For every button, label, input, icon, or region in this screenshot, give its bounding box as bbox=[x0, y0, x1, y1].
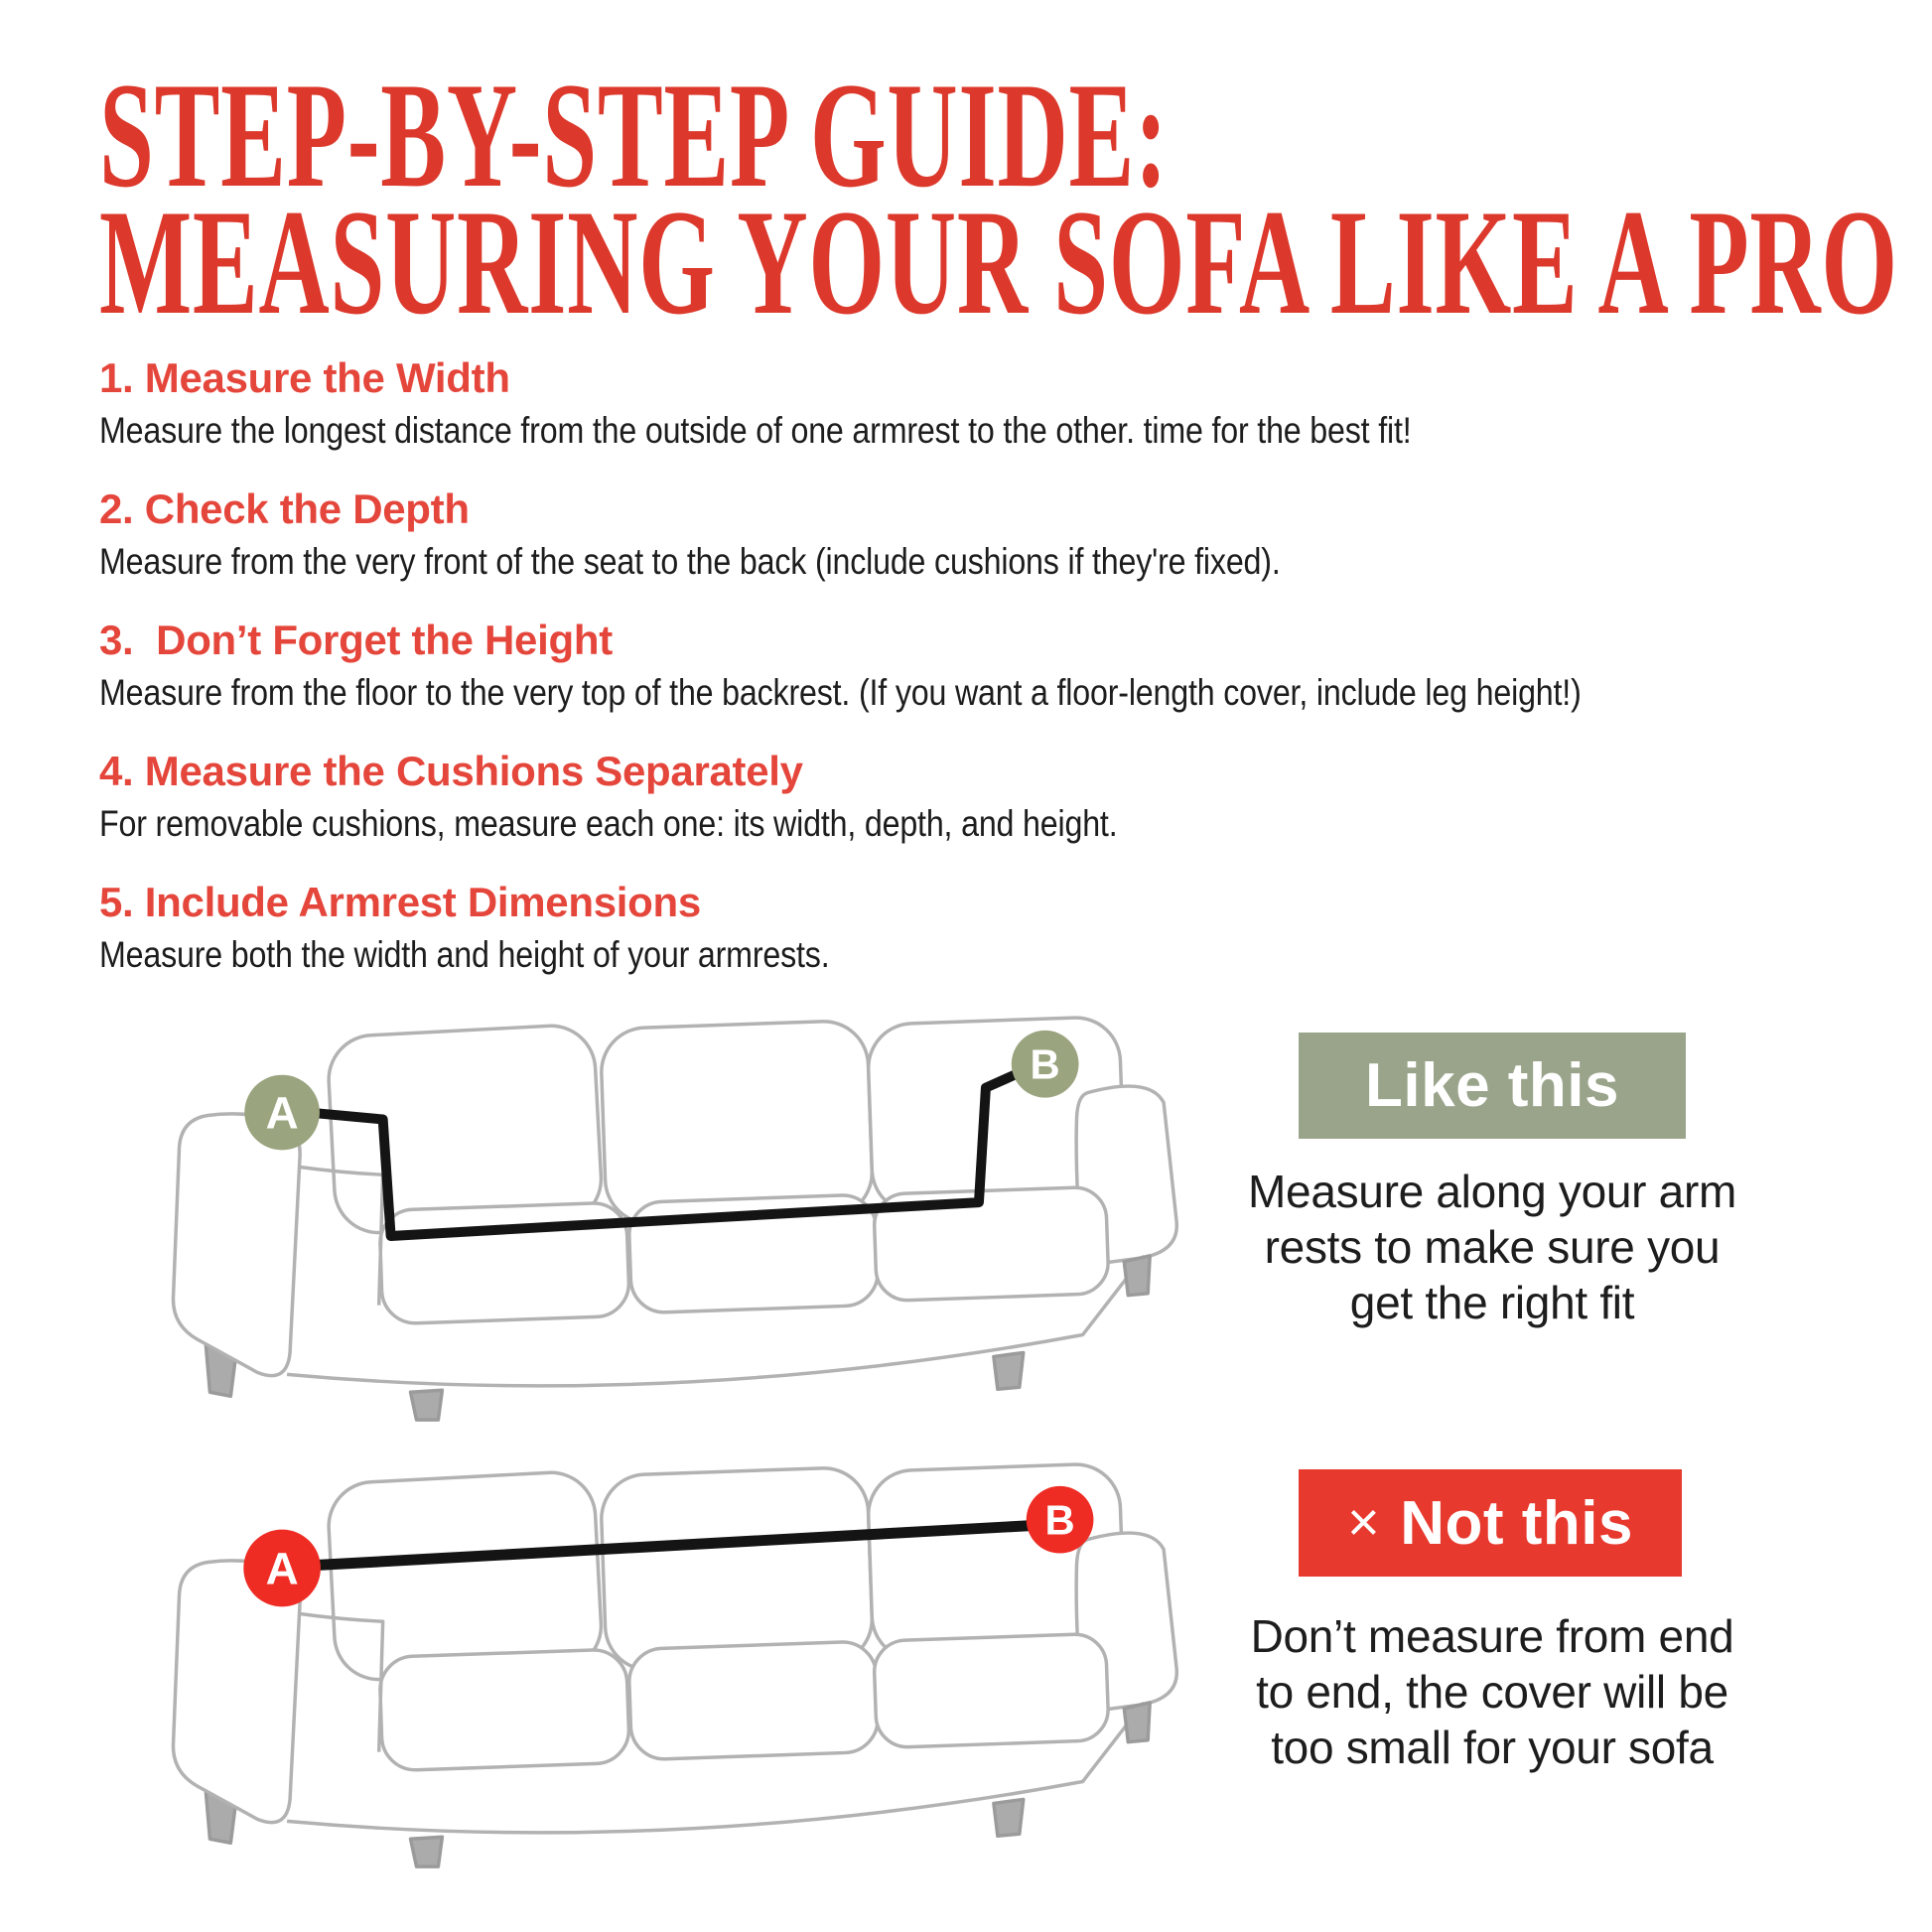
not-this-badge bbox=[1299, 1469, 1682, 1577]
page-title bbox=[99, 52, 1932, 345]
step-5-heading: 5. Include Armrest Dimensions bbox=[99, 879, 701, 925]
step-4-heading: 4. Measure the Cushions Separately bbox=[99, 748, 803, 794]
like-this-caption-line-2: rests to make sure you bbox=[1264, 1221, 1721, 1273]
sofa-diagram-wrong-measure bbox=[84, 1455, 1191, 1880]
like-this-caption-line-1: Measure along your arm bbox=[1248, 1166, 1736, 1217]
like-this-badge-label: Like this bbox=[1364, 1051, 1619, 1120]
sofa-diagram-correct-measure bbox=[84, 1009, 1191, 1434]
step-3-heading: 3. Don’t Forget the Height bbox=[99, 617, 613, 663]
step-1-heading: 1. Measure the Width bbox=[99, 354, 510, 401]
svg-text:A: A bbox=[265, 1543, 299, 1594]
page-title-line-2: MEASURING YOUR SOFA LIKE A PRO bbox=[99, 179, 1898, 345]
x-icon: × bbox=[1347, 1489, 1381, 1553]
like-this-caption-line-3: get the right fit bbox=[1349, 1277, 1635, 1328]
marker-a-good bbox=[244, 1075, 320, 1151]
step-5 bbox=[99, 874, 1886, 992]
page-title-line-1: STEP-BY-STEP GUIDE: bbox=[99, 52, 1169, 218]
step-3-body: Measure from the floor to the very top of the backrest. (If you want a floor-length cover, include leg height!) bbox=[99, 672, 1582, 713]
step-4-body: For removable cushions, measure each one: its width, depth, and height. bbox=[99, 803, 1118, 844]
step-5-body: Measure both the width and height of your armrests. bbox=[99, 934, 830, 975]
like-this-caption bbox=[1204, 1164, 1780, 1330]
step-1-body: Measure the longest distance from the outside of one armrest to the other. time for the best fit! bbox=[99, 410, 1412, 451]
not-this-caption-line-2: to end, the cover will be bbox=[1256, 1666, 1728, 1718]
not-this-badge-label: Not this bbox=[1400, 1488, 1633, 1558]
step-3 bbox=[99, 612, 1886, 730]
like-this-badge bbox=[1299, 1033, 1686, 1139]
svg-text:B: B bbox=[1030, 1040, 1060, 1088]
step-2-heading: 2. Check the Depth bbox=[99, 485, 470, 532]
steps-list bbox=[99, 349, 1886, 1005]
marker-a-bad bbox=[243, 1530, 321, 1607]
svg-text:A: A bbox=[265, 1087, 299, 1139]
step-2-body: Measure from the very front of the seat to the back (include cushions if they're fixed). bbox=[99, 541, 1281, 582]
svg-text:B: B bbox=[1044, 1496, 1075, 1544]
marker-b-bad bbox=[1027, 1486, 1094, 1554]
step-2 bbox=[99, 481, 1886, 599]
step-1 bbox=[99, 349, 1886, 468]
not-this-caption-line-1: Don’t measure from end bbox=[1250, 1610, 1734, 1662]
not-this-caption bbox=[1204, 1608, 1780, 1775]
marker-b-good bbox=[1012, 1031, 1079, 1098]
not-this-caption-line-3: too small for your sofa bbox=[1271, 1722, 1714, 1773]
step-4 bbox=[99, 743, 1886, 861]
